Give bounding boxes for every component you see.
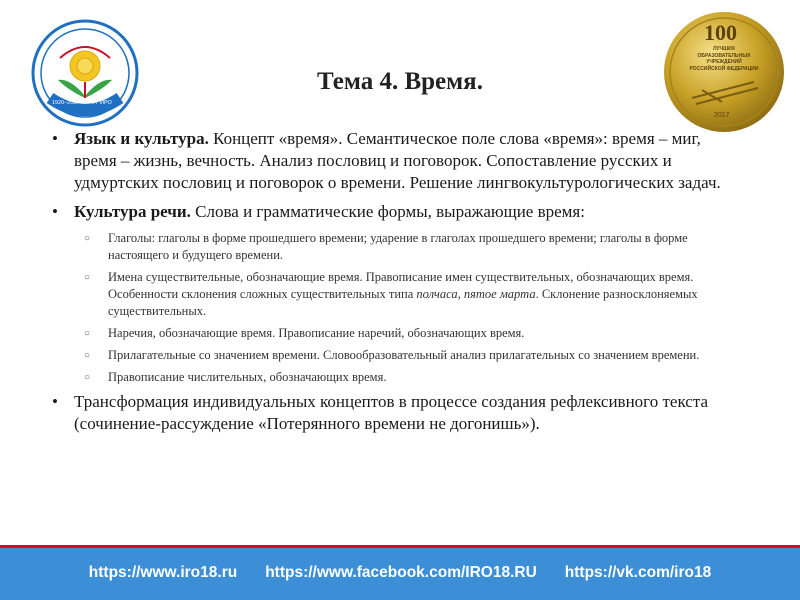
circle-bullet-icon: ○ <box>84 372 91 383</box>
medal-year: 2017 <box>714 112 730 119</box>
list-item <box>50 128 730 194</box>
item-heading: Культура речи. <box>74 202 191 221</box>
sub-item-text: Глаголы: глаголы в форме прошедшего времени; ударение в глаголах прошедшего времени; глаголы в форме настоящего и будущего времени. <box>108 231 688 262</box>
logo-caption-right: УГ ИРО <box>92 100 112 106</box>
footer-link-facebook[interactable]: https://www.facebook.com/IRO18.RU <box>265 563 537 581</box>
sub-item-text: Имена существительные, обозначающие время. Правописание имен существительных, обозначающих время. Особенности склонения сложных существительных типа <box>108 270 694 301</box>
item-text: Концепт «время». Семантическое поле слова «время»: время – миг, время – жизнь, вечность. Анализ пословиц и поговорок. Сопоставление русских и удмуртских пословиц и поговорок о времени. Решение лингвокультурологических задач. <box>74 129 721 192</box>
medal-number: 100 <box>704 20 737 45</box>
sub-item-text: Наречия, обозначающие время. Правописание наречий, обозначающих время. <box>108 326 525 340</box>
circle-bullet-icon: ○ <box>84 350 91 361</box>
sub-list <box>50 230 730 386</box>
sub-list-item <box>50 269 730 320</box>
item-text: Слова и грамматические формы, выражающие время: <box>190 202 585 221</box>
slide-title: Тема 4. Время. <box>317 68 483 95</box>
sub-item-text-after: . Склонение разносклоняемых существительных. <box>108 287 698 318</box>
medal-text-line: ОБРАЗОВАТЕЛЬНЫХ <box>697 52 751 59</box>
bullet-icon: • <box>52 392 58 411</box>
logo-caption-left: 1920–2017 <box>52 100 80 106</box>
footer-bar <box>0 545 800 600</box>
sub-list-item <box>50 230 730 264</box>
sub-list-item <box>50 347 730 364</box>
item-heading: Язык и культура. <box>74 129 209 148</box>
medal-text-line: УЧРЕЖДЕНИЙ <box>706 59 742 65</box>
footer-link-vk[interactable]: https://vk.com/iro18 <box>564 563 712 581</box>
circle-bullet-icon: ○ <box>84 233 91 244</box>
circle-bullet-icon: ○ <box>84 328 91 339</box>
sub-list-item <box>50 325 730 342</box>
sub-item-text: Правописание числительных, обозначающих время. <box>108 370 387 384</box>
list-item <box>50 201 730 223</box>
footer-link-iro18-site[interactable]: https://www.iro18.ru <box>88 563 238 581</box>
sub-list-item <box>50 369 730 386</box>
list-item <box>50 391 730 435</box>
item-text: Трансформация индивидуальных концептов в процессе создания рефлексивного текста (сочинение-рассуждение «Потерянного времени не догонишь»). <box>74 392 709 433</box>
sub-item-italic: полчаса, пятое марта <box>416 287 536 301</box>
bullet-icon: • <box>52 202 58 221</box>
circle-bullet-icon: ○ <box>84 272 91 283</box>
bullet-icon: • <box>52 129 58 148</box>
bullet-list <box>50 128 730 442</box>
medal-text-line: ЛУЧШИХ <box>712 46 736 52</box>
sub-item-text: Прилагательные со значением времени. Словообразовательный анализ прилагательных со значением времени. <box>108 348 700 362</box>
medal-text-line: РОССИЙСКОЙ ФЕДЕРАЦИИ <box>689 65 759 72</box>
